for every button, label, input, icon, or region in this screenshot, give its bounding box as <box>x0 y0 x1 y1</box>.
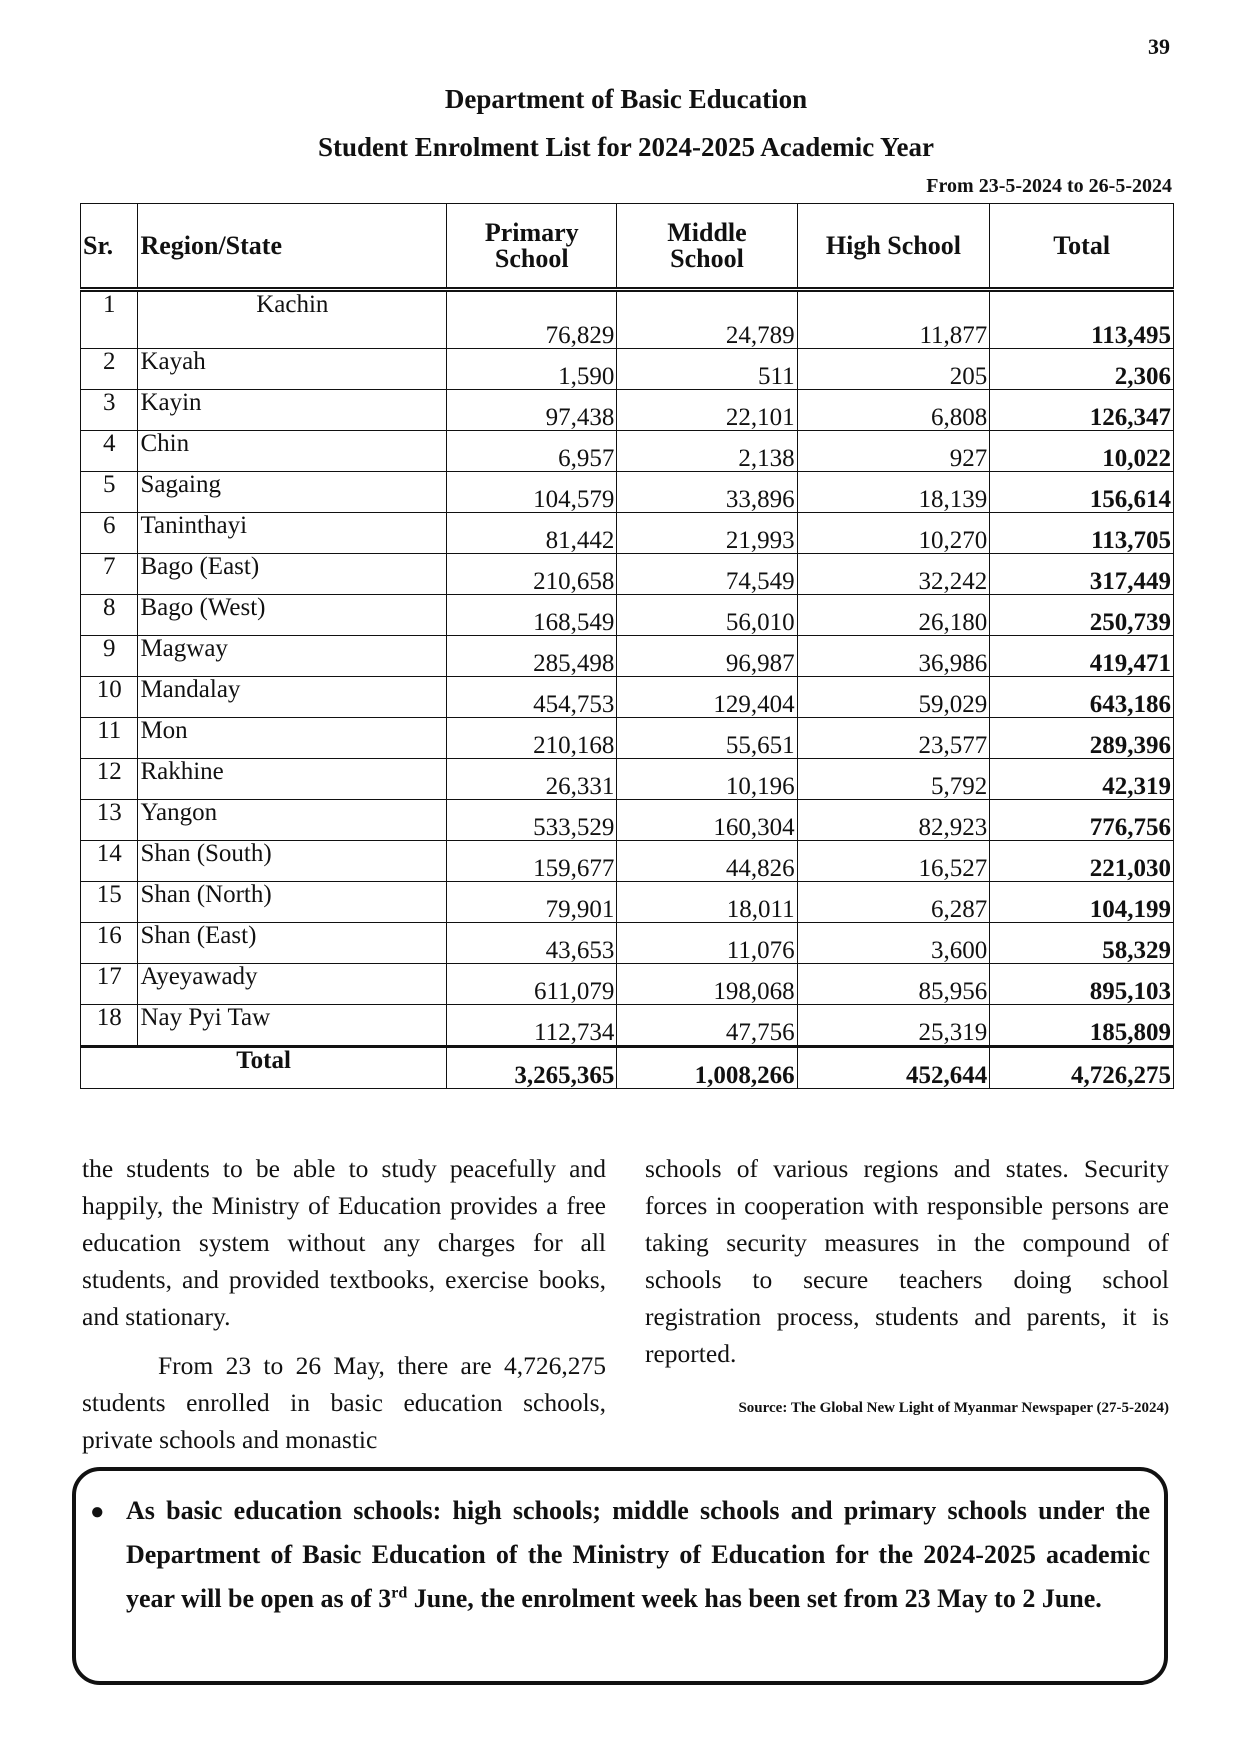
cell-middle: 55,651 <box>617 718 797 759</box>
cell-middle: 47,756 <box>617 1005 797 1047</box>
cell-sr: 12 <box>81 759 138 800</box>
cell-region: Kachin <box>138 290 447 349</box>
cell-sr: 11 <box>81 718 138 759</box>
cell-sr: 13 <box>81 800 138 841</box>
cell-total: 58,329 <box>990 923 1174 964</box>
cell-sr: 14 <box>81 841 138 882</box>
table-row <box>81 964 1174 1005</box>
cell-total: 895,103 <box>990 964 1174 1005</box>
total-cell-primary: 3,265,365 <box>447 1047 617 1089</box>
cell-high: 36,986 <box>797 636 990 677</box>
cell-region: Nay Pyi Taw <box>138 1005 447 1047</box>
cell-region: Ayeyawady <box>138 964 447 1005</box>
enrolment-table <box>80 203 1174 1089</box>
cell-high: 11,877 <box>797 290 990 349</box>
table-row <box>81 759 1174 800</box>
cell-high: 5,792 <box>797 759 990 800</box>
cell-sr: 9 <box>81 636 138 677</box>
cell-primary: 285,498 <box>447 636 617 677</box>
table-row <box>81 841 1174 882</box>
table-row <box>81 290 1174 349</box>
cell-sr: 10 <box>81 677 138 718</box>
cell-high: 6,287 <box>797 882 990 923</box>
total-cell-middle: 1,008,266 <box>617 1047 797 1089</box>
cell-middle: 96,987 <box>617 636 797 677</box>
cell-middle: 198,068 <box>617 964 797 1005</box>
article-paragraph: schools of various regions and states. Security forces in cooperation with responsible persons are taking security measures in the compound of schools to secure teachers doing school registration process, students and parents, it is reported. <box>645 1154 1169 1368</box>
cell-region: Yangon <box>138 800 447 841</box>
cell-total: 643,186 <box>990 677 1174 718</box>
column-header-sr: Sr. <box>81 204 138 290</box>
table-row <box>81 472 1174 513</box>
cell-region: Shan (East) <box>138 923 447 964</box>
cell-primary: 168,549 <box>447 595 617 636</box>
document-subtitle: Student Enrolment List for 2024-2025 Academic Year <box>318 132 934 162</box>
table-header-row <box>81 204 1174 290</box>
cell-region: Chin <box>138 431 447 472</box>
table-body <box>81 290 1174 1089</box>
cell-high: 85,956 <box>797 964 990 1005</box>
cell-total: 113,495 <box>990 290 1174 349</box>
cell-sr: 1 <box>81 290 138 349</box>
cell-total: 317,449 <box>990 554 1174 595</box>
cell-primary: 43,653 <box>447 923 617 964</box>
column-header-high: High School <box>797 204 990 290</box>
column-header-middle: Middle School <box>617 204 797 290</box>
cell-primary: 159,677 <box>447 841 617 882</box>
cell-high: 23,577 <box>797 718 990 759</box>
cell-sr: 17 <box>81 964 138 1005</box>
cell-sr: 6 <box>81 513 138 554</box>
cell-high: 82,923 <box>797 800 990 841</box>
cell-middle: 511 <box>617 349 797 390</box>
table-row <box>81 882 1174 923</box>
cell-high: 26,180 <box>797 595 990 636</box>
column-header-region: Region/State <box>138 204 447 290</box>
cell-middle: 74,549 <box>617 554 797 595</box>
cell-region: Mandalay <box>138 677 447 718</box>
cell-middle: 44,826 <box>617 841 797 882</box>
cell-total: 10,022 <box>990 431 1174 472</box>
cell-primary: 454,753 <box>447 677 617 718</box>
table-row <box>81 390 1174 431</box>
table-row <box>81 349 1174 390</box>
table-row <box>81 513 1174 554</box>
cell-high: 16,527 <box>797 841 990 882</box>
cell-primary: 533,529 <box>447 800 617 841</box>
date-range: From 23-5-2024 to 26-5-2024 <box>926 175 1172 197</box>
cell-total: 113,705 <box>990 513 1174 554</box>
cell-total: 221,030 <box>990 841 1174 882</box>
table-row <box>81 1005 1174 1047</box>
bullet-icon: ● <box>90 1499 105 1525</box>
source-citation: Source: The Global New Light of Myanmar Newspaper (27-5-2024) <box>738 1400 1169 1416</box>
cell-middle: 129,404 <box>617 677 797 718</box>
cell-middle: 33,896 <box>617 472 797 513</box>
cell-total: 419,471 <box>990 636 1174 677</box>
table-row <box>81 677 1174 718</box>
cell-middle: 21,993 <box>617 513 797 554</box>
table-row <box>81 554 1174 595</box>
table-row <box>81 636 1174 677</box>
cell-primary: 26,331 <box>447 759 617 800</box>
cell-primary: 76,829 <box>447 290 617 349</box>
cell-total: 2,306 <box>990 349 1174 390</box>
table-row <box>81 718 1174 759</box>
cell-primary: 112,734 <box>447 1005 617 1047</box>
cell-high: 32,242 <box>797 554 990 595</box>
cell-region: Mon <box>138 718 447 759</box>
page-number: 39 <box>1148 34 1170 59</box>
total-row-label: Total <box>81 1047 447 1089</box>
cell-primary: 611,079 <box>447 964 617 1005</box>
total-cell-high: 452,644 <box>797 1047 990 1089</box>
cell-primary: 6,957 <box>447 431 617 472</box>
cell-region: Rakhine <box>138 759 447 800</box>
cell-total: 250,739 <box>990 595 1174 636</box>
cell-high: 927 <box>797 431 990 472</box>
cell-middle: 22,101 <box>617 390 797 431</box>
cell-region: Kayah <box>138 349 447 390</box>
cell-high: 10,270 <box>797 513 990 554</box>
cell-region: Shan (South) <box>138 841 447 882</box>
notice-text: As basic education schools: high schools; middle schools and primary schools under the Department of Basic Education of the Ministry of Education for the 2024-2025 academic year will be open as of 3rd June, the enrolment week has been set from 23 May to 2 June. <box>126 1496 1150 1613</box>
table-row <box>81 923 1174 964</box>
table-row <box>81 800 1174 841</box>
article-paragraph: From 23 to 26 May, there are 4,726,275 students enrolled in basic education schools, private schools and monastic <box>82 1351 606 1454</box>
cell-primary: 210,168 <box>447 718 617 759</box>
cell-sr: 3 <box>81 390 138 431</box>
cell-middle: 56,010 <box>617 595 797 636</box>
cell-region: Shan (North) <box>138 882 447 923</box>
cell-primary: 81,442 <box>447 513 617 554</box>
cell-total: 776,756 <box>990 800 1174 841</box>
cell-high: 6,808 <box>797 390 990 431</box>
cell-middle: 11,076 <box>617 923 797 964</box>
column-header-primary: Primary School <box>447 204 617 290</box>
cell-region: Kayin <box>138 390 447 431</box>
cell-high: 25,319 <box>797 1005 990 1047</box>
cell-region: Magway <box>138 636 447 677</box>
cell-total: 126,347 <box>990 390 1174 431</box>
cell-total: 104,199 <box>990 882 1174 923</box>
cell-total: 185,809 <box>990 1005 1174 1047</box>
cell-total: 42,319 <box>990 759 1174 800</box>
cell-total: 156,614 <box>990 472 1174 513</box>
cell-middle: 10,196 <box>617 759 797 800</box>
article-left-column <box>82 1150 606 1458</box>
article-paragraph: the students to be able to study peacefully and happily, the Ministry of Education provides a free education system without any charges for all students, and provided textbooks, exercise books, and stationary. <box>82 1154 606 1331</box>
cell-primary: 1,590 <box>447 349 617 390</box>
cell-sr: 16 <box>81 923 138 964</box>
table-row <box>81 431 1174 472</box>
document-title: Department of Basic Education <box>444 84 808 114</box>
cell-region: Sagaing <box>138 472 447 513</box>
column-header-total: Total <box>990 204 1174 290</box>
total-row <box>81 1047 1174 1089</box>
cell-high: 59,029 <box>797 677 990 718</box>
cell-middle: 160,304 <box>617 800 797 841</box>
cell-middle: 24,789 <box>617 290 797 349</box>
cell-region: Bago (East) <box>138 554 447 595</box>
cell-primary: 104,579 <box>447 472 617 513</box>
cell-middle: 2,138 <box>617 431 797 472</box>
notice-box <box>72 1467 1168 1685</box>
cell-middle: 18,011 <box>617 882 797 923</box>
cell-primary: 97,438 <box>447 390 617 431</box>
cell-region: Taninthayi <box>138 513 447 554</box>
cell-primary: 210,658 <box>447 554 617 595</box>
cell-sr: 8 <box>81 595 138 636</box>
cell-sr: 4 <box>81 431 138 472</box>
cell-high: 3,600 <box>797 923 990 964</box>
article-right-column <box>645 1150 1169 1427</box>
cell-primary: 79,901 <box>447 882 617 923</box>
cell-sr: 2 <box>81 349 138 390</box>
table-row <box>81 595 1174 636</box>
cell-region: Bago (West) <box>138 595 447 636</box>
cell-sr: 7 <box>81 554 138 595</box>
cell-total: 289,396 <box>990 718 1174 759</box>
cell-sr: 5 <box>81 472 138 513</box>
cell-high: 18,139 <box>797 472 990 513</box>
cell-sr: 15 <box>81 882 138 923</box>
cell-sr: 18 <box>81 1005 138 1047</box>
cell-high: 205 <box>797 349 990 390</box>
total-cell-total: 4,726,275 <box>990 1047 1174 1089</box>
